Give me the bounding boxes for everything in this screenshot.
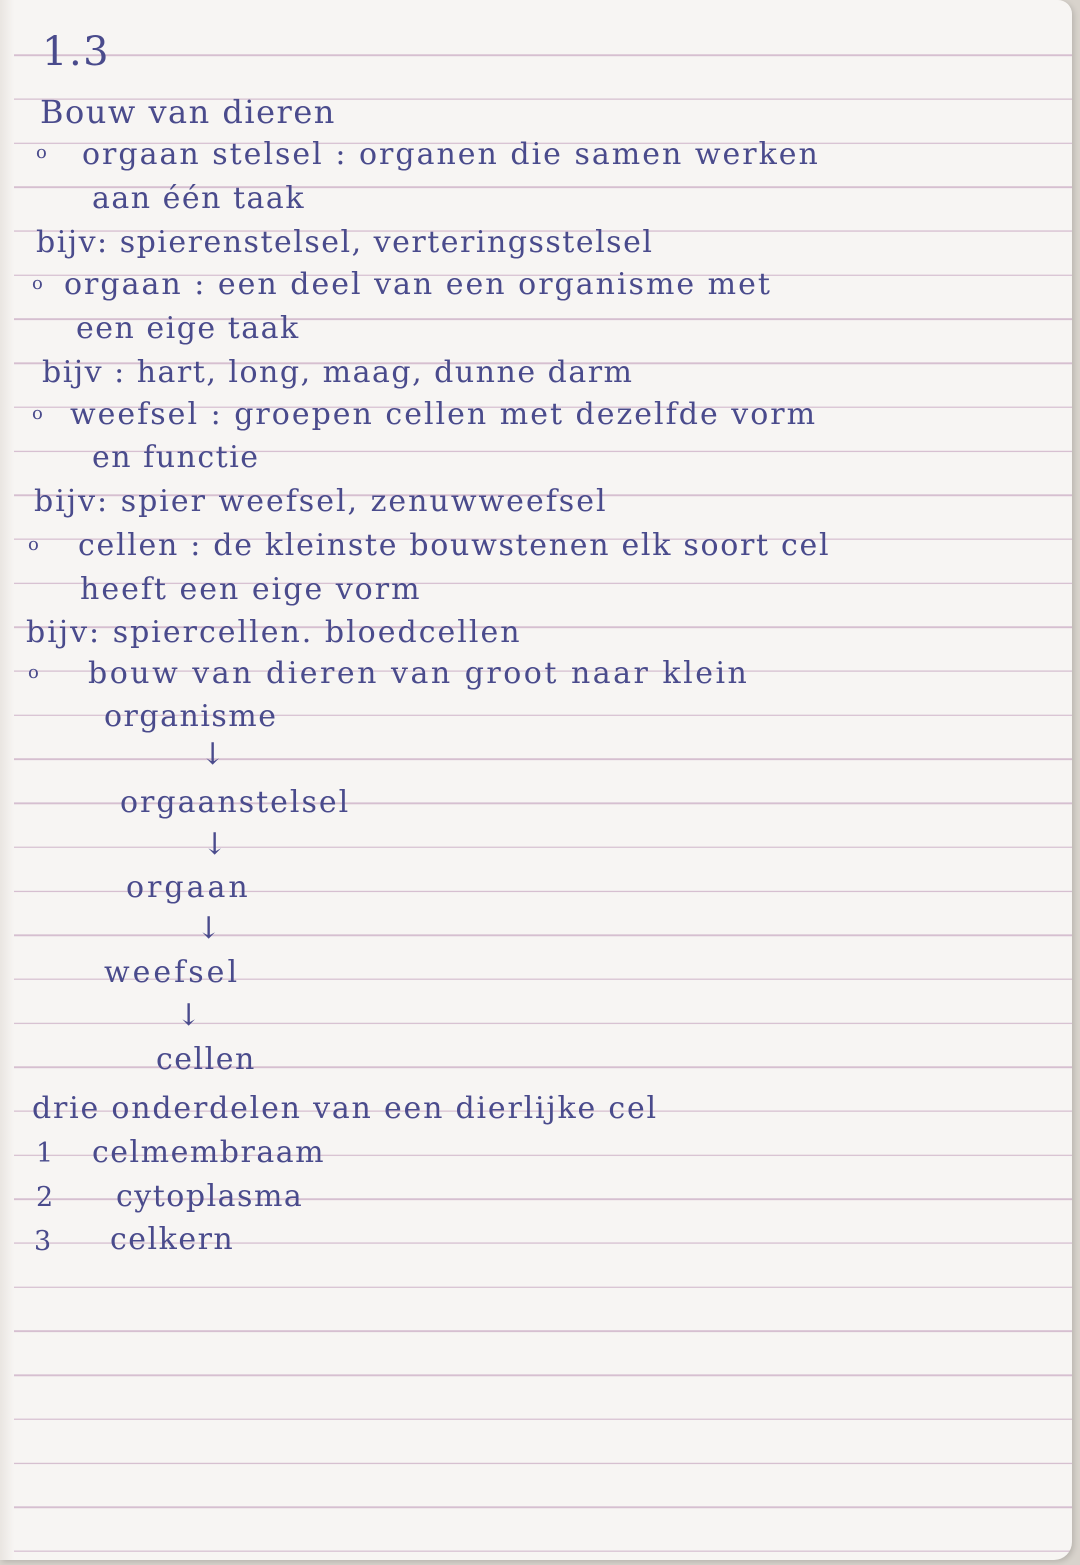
arrow-down-icon: ↓ [202, 827, 229, 862]
hierarchy-level: weefsel [104, 955, 241, 990]
definition-line: en functie [92, 440, 260, 475]
definition-line: orgaan : een deel van een organisme met [64, 267, 772, 302]
example-line: bijv: spiercellen. bloedcellen [26, 615, 522, 650]
definition-line: orgaan stelsel : organen die samen werken [82, 137, 820, 172]
page-edge [0, 0, 14, 1560]
list-item: cytoplasma [116, 1179, 304, 1214]
list-number: 2 [36, 1182, 55, 1213]
page-title: Bouw van dieren [40, 93, 336, 131]
section-number: 1.3 [42, 29, 111, 75]
definition-line: aan één taak [92, 181, 305, 216]
definition-line: weefsel : groepen cellen met dezelfde vorm [70, 397, 818, 432]
hierarchy-level: organisme [104, 699, 278, 734]
arrow-down-icon: ↓ [176, 998, 203, 1033]
cell-parts-title: drie onderdelen van een dierlijke cel [32, 1091, 658, 1126]
definition-line: een eige taak [76, 311, 300, 346]
list-item: celkern [110, 1222, 235, 1257]
list-number: 1 [36, 1138, 55, 1169]
hierarchy-level: orgaan [126, 870, 251, 905]
definition-line: heeft een eige vorm [80, 572, 422, 607]
example-line: bijv: spierenstelsel, verteringsstelsel [36, 225, 654, 260]
list-number: 3 [34, 1226, 53, 1257]
bullet-marker: o [28, 534, 41, 555]
example-line: bijv : hart, long, maag, dunne darm [42, 355, 634, 390]
arrow-down-icon: ↓ [196, 911, 223, 946]
definition-line: cellen : de kleinste bouwstenen elk soort cel [78, 528, 831, 563]
definition-line: bouw van dieren van groot naar klein [88, 656, 750, 691]
list-item: celmembraam [92, 1135, 326, 1170]
example-line: bijv: spier weefsel, zenuwweefsel [34, 484, 608, 519]
bullet-marker: o [28, 662, 41, 683]
hierarchy-level: cellen [156, 1042, 256, 1077]
bullet-marker: o [32, 403, 45, 424]
arrow-down-icon: ↓ [200, 737, 227, 772]
hierarchy-level: orgaanstelsel [120, 785, 351, 820]
bullet-marker: o [32, 273, 45, 294]
bullet-marker: o [36, 142, 49, 163]
